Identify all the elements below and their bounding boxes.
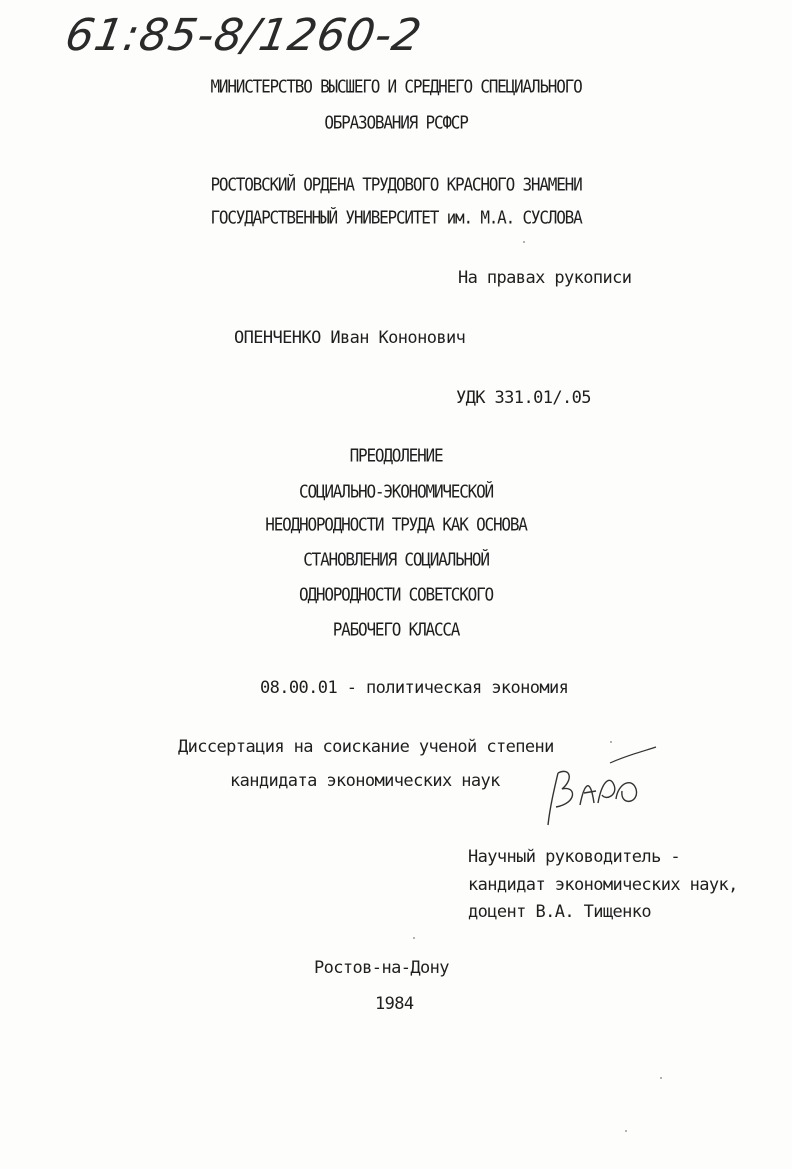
title-line-1: ПРЕОДОЛЕНИЕ <box>349 444 443 467</box>
city: Ростов-на-Дону <box>314 958 449 978</box>
supervisor-line-2: кандидат экономических наук, <box>468 875 738 895</box>
title-line-4: СТАНОВЛЕНИЯ СОЦИАЛЬНОЙ <box>303 548 489 571</box>
title-line-5: ОДНОРОДНОСТИ СОВЕТСКОГО <box>299 583 493 606</box>
specialty-code: 08.00.01 - политическая экономия <box>260 678 569 698</box>
supervisor-line-1: Научный руководитель - <box>468 847 680 867</box>
university-line-2: ГОСУДАРСТВЕННЫЙ УНИВЕРСИТЕТ им. М.А. СУСЛОВА <box>210 206 582 229</box>
title-line-2: СОЦИАЛЬНО-ЭКОНОМИЧЕСКОЙ <box>299 480 493 503</box>
dissertation-line-2: кандидата экономических наук <box>230 771 500 791</box>
supervisor-line-3: доцент В.А. Тищенко <box>468 902 652 922</box>
university-line-1: РОСТОВСКИЙ ОРДЕНА ТРУДОВОГО КРАСНОГО ЗНАМЕНИ <box>210 173 582 196</box>
author-signature-scribble <box>540 745 660 835</box>
udk-code: УДК 331.01/.05 <box>456 388 591 408</box>
scan-speck <box>610 741 612 743</box>
manuscript-note: На правах рукописи <box>458 268 632 288</box>
scan-speck <box>523 241 525 243</box>
title-line-3: НЕОДНОРОДНОСТИ ТРУДА КАК ОСНОВА <box>265 513 527 536</box>
scan-speck <box>625 1130 627 1132</box>
scan-speck <box>413 937 415 939</box>
ministry-line-2: ОБРАЗОВАНИЯ РСФСР <box>324 111 468 134</box>
dissertation-line-1: Диссертация на соискание ученой степени <box>178 737 554 757</box>
archive-number-handwritten: 61:85-8/1260-2 <box>61 10 426 61</box>
ministry-line-1: МИНИСТЕРСТВО ВЫСШЕГО И СРЕДНЕГО СПЕЦИАЛЬНОГО <box>210 75 582 98</box>
year: 1984 <box>375 994 414 1014</box>
author-name: ОПЕНЧЕНКО Иван Кононович <box>234 328 466 348</box>
title-line-6: РАБОЧЕГО КЛАССА <box>332 618 460 641</box>
scan-speck <box>660 1077 662 1079</box>
